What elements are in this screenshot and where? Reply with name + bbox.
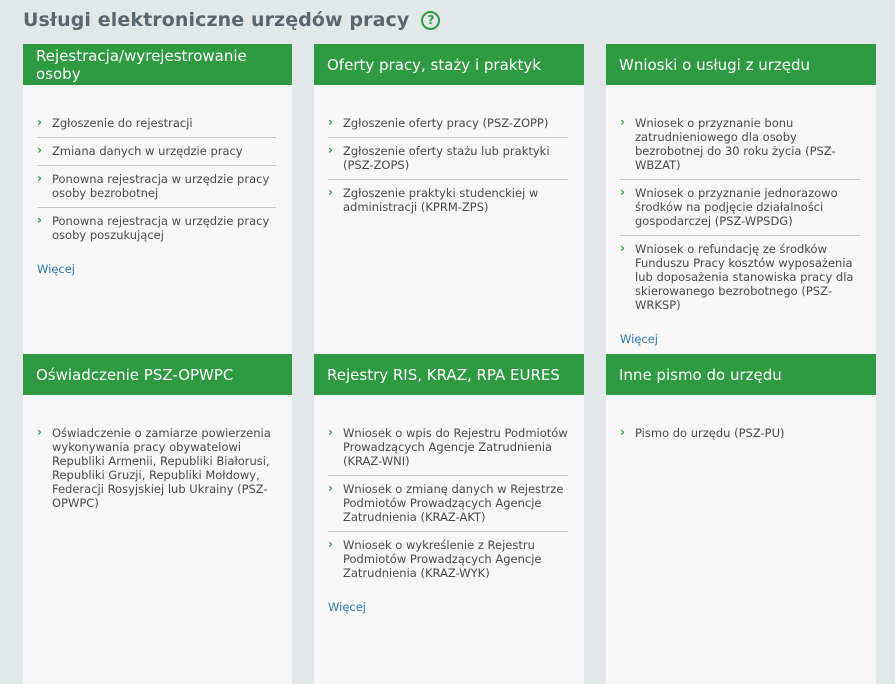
service-link-list bbox=[37, 110, 276, 249]
service-link-list bbox=[620, 110, 860, 319]
service-card bbox=[606, 44, 876, 354]
chevron-right-icon: › bbox=[328, 115, 333, 129]
service-link[interactable] bbox=[620, 420, 860, 447]
chevron-right-icon: › bbox=[37, 171, 42, 185]
services-grid bbox=[23, 44, 876, 666]
service-link-label: Zgłoszenie oferty stażu lub praktyki (PSZ-ZOPS) bbox=[343, 144, 550, 172]
card-title[interactable]: Rejestracja/wyrejestrowanie osoby bbox=[23, 44, 292, 85]
question-circle-icon[interactable]: ? bbox=[421, 11, 440, 30]
service-link[interactable] bbox=[328, 476, 568, 532]
service-link[interactable] bbox=[37, 110, 276, 138]
service-link-label: Zgłoszenie do rejestracji bbox=[52, 116, 193, 130]
service-link[interactable] bbox=[37, 208, 276, 249]
service-link-label: Ponowna rejestracja w urzędzie pracy osoby poszukującej bbox=[52, 214, 270, 242]
more-link[interactable]: Więcej bbox=[328, 600, 366, 614]
card-body bbox=[23, 85, 292, 276]
more-link[interactable]: Więcej bbox=[37, 262, 75, 276]
more-link[interactable]: Więcej bbox=[620, 332, 658, 346]
service-card bbox=[314, 354, 584, 684]
service-link-label: Wniosek o przyznanie bonu zatrudnieniowego dla osoby bezrobotnej do 30 roku życia (PSZ-WBZAT) bbox=[635, 116, 836, 172]
card-body bbox=[314, 395, 584, 614]
service-link-label: Zgłoszenie oferty pracy (PSZ-ZOPP) bbox=[343, 116, 549, 130]
service-link-label: Zmiana danych w urzędzie pracy bbox=[52, 144, 243, 158]
chevron-right-icon: › bbox=[328, 143, 333, 157]
card-title[interactable]: Inne pismo do urzędu bbox=[606, 354, 876, 395]
service-link[interactable] bbox=[620, 110, 860, 180]
service-link[interactable] bbox=[37, 420, 276, 517]
service-link-list bbox=[328, 110, 568, 221]
card-title[interactable]: Wnioski o usługi z urzędu bbox=[606, 44, 876, 85]
chevron-right-icon: › bbox=[328, 185, 333, 199]
service-link-list bbox=[328, 420, 568, 587]
page-title: Usługi elektroniczne urzędów pracy bbox=[23, 9, 410, 31]
chevron-right-icon: › bbox=[328, 481, 333, 495]
service-link[interactable] bbox=[37, 166, 276, 208]
card-body bbox=[23, 395, 292, 517]
chevron-right-icon: › bbox=[620, 115, 625, 129]
chevron-right-icon: › bbox=[328, 425, 333, 439]
service-card bbox=[606, 354, 876, 684]
service-link-label: Zgłoszenie praktyki studenckiej w administracji (KPRM-ZPS) bbox=[343, 186, 539, 214]
service-card bbox=[314, 44, 584, 354]
chevron-right-icon: › bbox=[37, 143, 42, 157]
chevron-right-icon: › bbox=[37, 213, 42, 227]
page-header bbox=[23, 6, 440, 34]
service-link-label: Wniosek o wykreślenie z Rejestru Podmiotów Prowadzących Agencje Zatrudnienia (KRAZ-WYK) bbox=[343, 538, 542, 580]
service-link[interactable] bbox=[620, 236, 860, 319]
service-card bbox=[23, 354, 292, 684]
service-link-label: Ponowna rejestracja w urzędzie pracy osoby bezrobotnej bbox=[52, 172, 270, 200]
card-title[interactable]: Oferty pracy, staży i praktyk bbox=[314, 44, 584, 85]
card-body bbox=[606, 85, 876, 346]
service-link[interactable] bbox=[37, 138, 276, 166]
service-link-list bbox=[620, 420, 860, 447]
card-title[interactable]: Rejestry RIS, KRAZ, RPA EURES bbox=[314, 354, 584, 395]
service-link-label: Wniosek o przyznanie jednorazowo środków na podjęcie działalności gospodarczej (PSZ-WPSDG) bbox=[635, 186, 838, 228]
card-title[interactable]: Oświadczenie PSZ-OPWPC bbox=[23, 354, 292, 395]
service-link[interactable] bbox=[328, 138, 568, 180]
service-link[interactable] bbox=[328, 180, 568, 221]
service-link-label: Wniosek o zmianę danych w Rejestrze Podmiotów Prowadzących Agencje Zatrudnienia (KRAZ-AKT) bbox=[343, 482, 564, 524]
service-link-label: Wniosek o refundację ze środków Funduszu Pracy kosztów wyposażenia lub doposażenia stanowiska pracy dla skierowanego bezrobotnego (PSZ-WRKSP) bbox=[635, 242, 854, 312]
service-link[interactable] bbox=[620, 180, 860, 236]
service-link[interactable] bbox=[328, 532, 568, 587]
card-body bbox=[314, 85, 584, 221]
service-link[interactable] bbox=[328, 110, 568, 138]
service-link-label: Pismo do urzędu (PSZ-PU) bbox=[635, 426, 785, 440]
chevron-right-icon: › bbox=[620, 185, 625, 199]
service-link-label: Wniosek o wpis do Rejestru Podmiotów Prowadzących Agencje Zatrudnienia (KRAZ-WNI) bbox=[343, 426, 568, 468]
chevron-right-icon: › bbox=[328, 537, 333, 551]
chevron-right-icon: › bbox=[37, 115, 42, 129]
service-link-label: Oświadczenie o zamiarze powierzenia wykonywania pracy obywatelowi Republiki Armenii, Republiki Białorusi, Republiki Gruzji, Republiki Mołdowy, Federacji Rosyjskiej lub Ukrainy (PSZ-OPWPC) bbox=[52, 426, 271, 510]
card-body bbox=[606, 395, 876, 447]
service-link[interactable] bbox=[328, 420, 568, 476]
chevron-right-icon: › bbox=[37, 425, 42, 439]
service-link-list bbox=[37, 420, 276, 517]
chevron-right-icon: › bbox=[620, 241, 625, 255]
chevron-right-icon: › bbox=[620, 425, 625, 439]
service-card bbox=[23, 44, 292, 354]
